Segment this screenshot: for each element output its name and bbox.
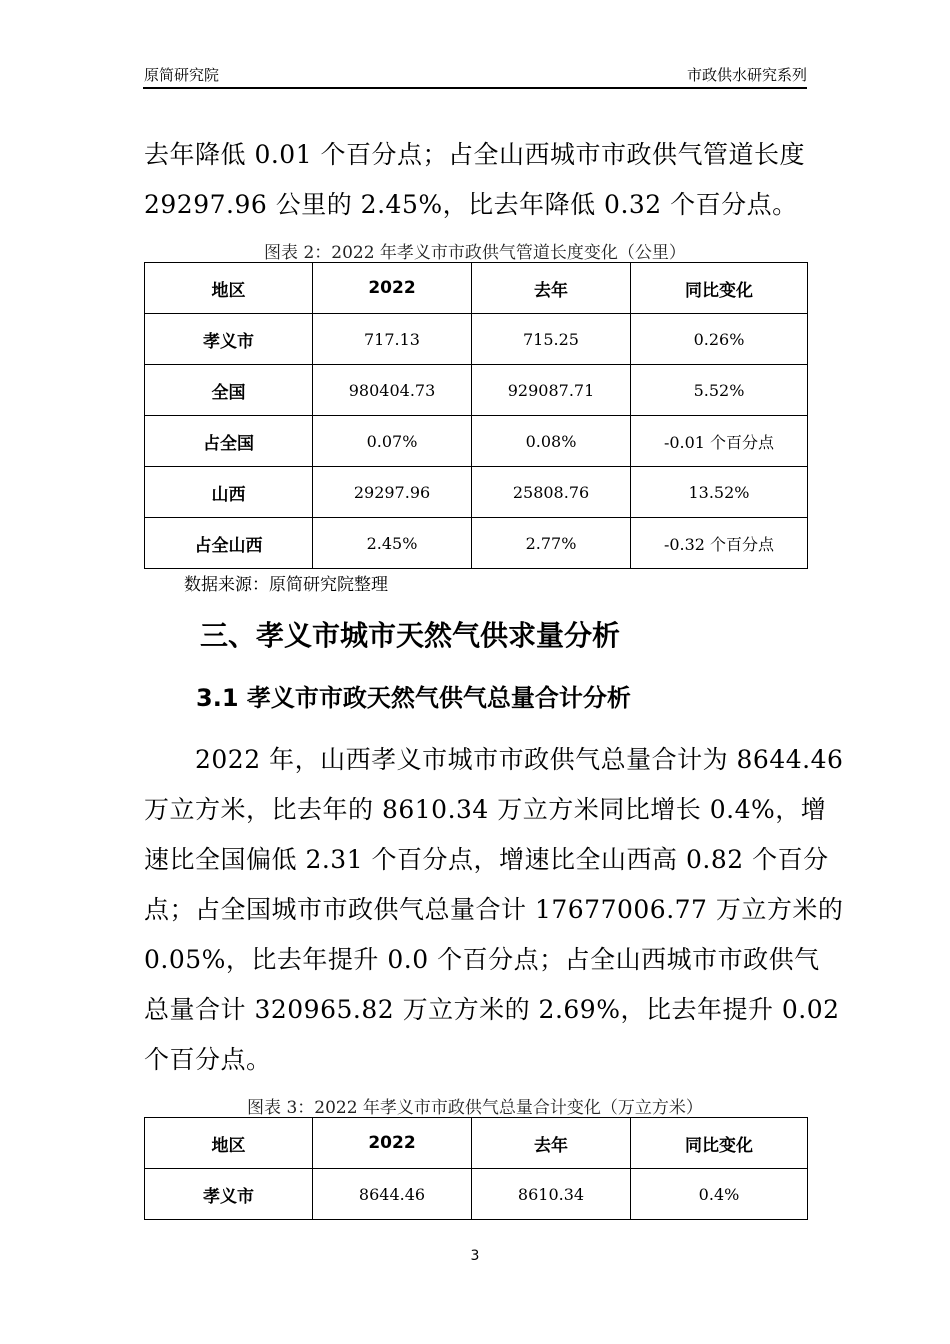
body-line: 0.05%，比去年提升 0.0 个百分点；占全山西城市市政供气	[144, 945, 820, 974]
cell: -0.01 个百分点	[631, 416, 808, 467]
header-cell: 2022	[313, 263, 472, 314]
body-line: 总量合计 320965.82 万立方米的 2.69%，比去年提升 0.02	[144, 995, 840, 1024]
cell: 0.26%	[631, 314, 808, 365]
cell: 0.07%	[313, 416, 472, 467]
table-row	[145, 1169, 808, 1220]
body-line: 2022 年，山西孝义市城市市政供气总量合计为 8644.46	[144, 745, 844, 774]
cell: 5.52%	[631, 365, 808, 416]
body-line: 速比全国偏低 2.31 个百分点，增速比全山西高 0.82 个百分	[144, 845, 829, 874]
header-cell: 去年	[472, 1118, 631, 1169]
table-row	[145, 314, 808, 365]
cell: 2.45%	[313, 518, 472, 569]
table3-caption: 图表 3：2022 年孝义市市政供气总量合计变化（万立方米）	[247, 1098, 703, 1118]
table2-caption: 图表 2：2022 年孝义市市政供气管道长度变化（公里）	[264, 243, 686, 263]
header-divider	[143, 87, 807, 89]
cell: 13.52%	[631, 467, 808, 518]
cell: 715.25	[472, 314, 631, 365]
header-cell: 同比变化	[631, 1118, 808, 1169]
cell: 929087.71	[472, 365, 631, 416]
header-cell: 同比变化	[631, 263, 808, 314]
table3	[144, 1117, 808, 1220]
header-cell: 地区	[145, 263, 313, 314]
table-row	[145, 416, 808, 467]
table2	[144, 262, 808, 569]
region-cell: 占全山西	[145, 518, 313, 569]
header-cell: 2022	[313, 1118, 472, 1169]
header-cell: 去年	[472, 263, 631, 314]
region-cell: 全国	[145, 365, 313, 416]
cell: 980404.73	[313, 365, 472, 416]
cell: 0.4%	[631, 1169, 808, 1220]
table-row	[145, 365, 808, 416]
header-cell: 地区	[145, 1118, 313, 1169]
cell: -0.32 个百分点	[631, 518, 808, 569]
page-number: 3	[470, 1248, 480, 1264]
cell: 8644.46	[313, 1169, 472, 1220]
body-line: 点；占全国城市市政供气总量合计 17677006.77 万立方米的	[144, 895, 844, 924]
cell: 0.08%	[472, 416, 631, 467]
region-cell: 孝义市	[145, 1169, 313, 1220]
table-header-row	[145, 1118, 808, 1169]
cell: 2.77%	[472, 518, 631, 569]
region-cell: 占全国	[145, 416, 313, 467]
region-cell: 孝义市	[145, 314, 313, 365]
body-line: 万立方米，比去年的 8610.34 万立方米同比增长 0.4%，增	[144, 795, 827, 824]
table-row	[145, 518, 808, 569]
body-line: 29297.96 公里的 2.45%，比去年降低 0.32 个百分点。	[144, 190, 798, 219]
body-line: 个百分点。	[144, 1045, 272, 1074]
header-left: 原简研究院	[144, 66, 220, 84]
region-cell: 山西	[145, 467, 313, 518]
table2-source: 数据来源：原简研究院整理	[184, 575, 388, 595]
body-line: 去年降低 0.01 个百分点；占全山西城市市政供气管道长度	[144, 140, 806, 169]
table-row	[145, 467, 808, 518]
cell: 25808.76	[472, 467, 631, 518]
cell: 8610.34	[472, 1169, 631, 1220]
cell: 29297.96	[313, 467, 472, 518]
section-heading: 三、孝义市城市天然气供求量分析	[200, 619, 621, 652]
cell: 717.13	[313, 314, 472, 365]
table-header-row	[145, 263, 808, 314]
header-right: 市政供水研究系列	[686, 66, 807, 84]
subsection-heading: 3.1 孝义市市政天然气供气总量合计分析	[196, 684, 631, 712]
